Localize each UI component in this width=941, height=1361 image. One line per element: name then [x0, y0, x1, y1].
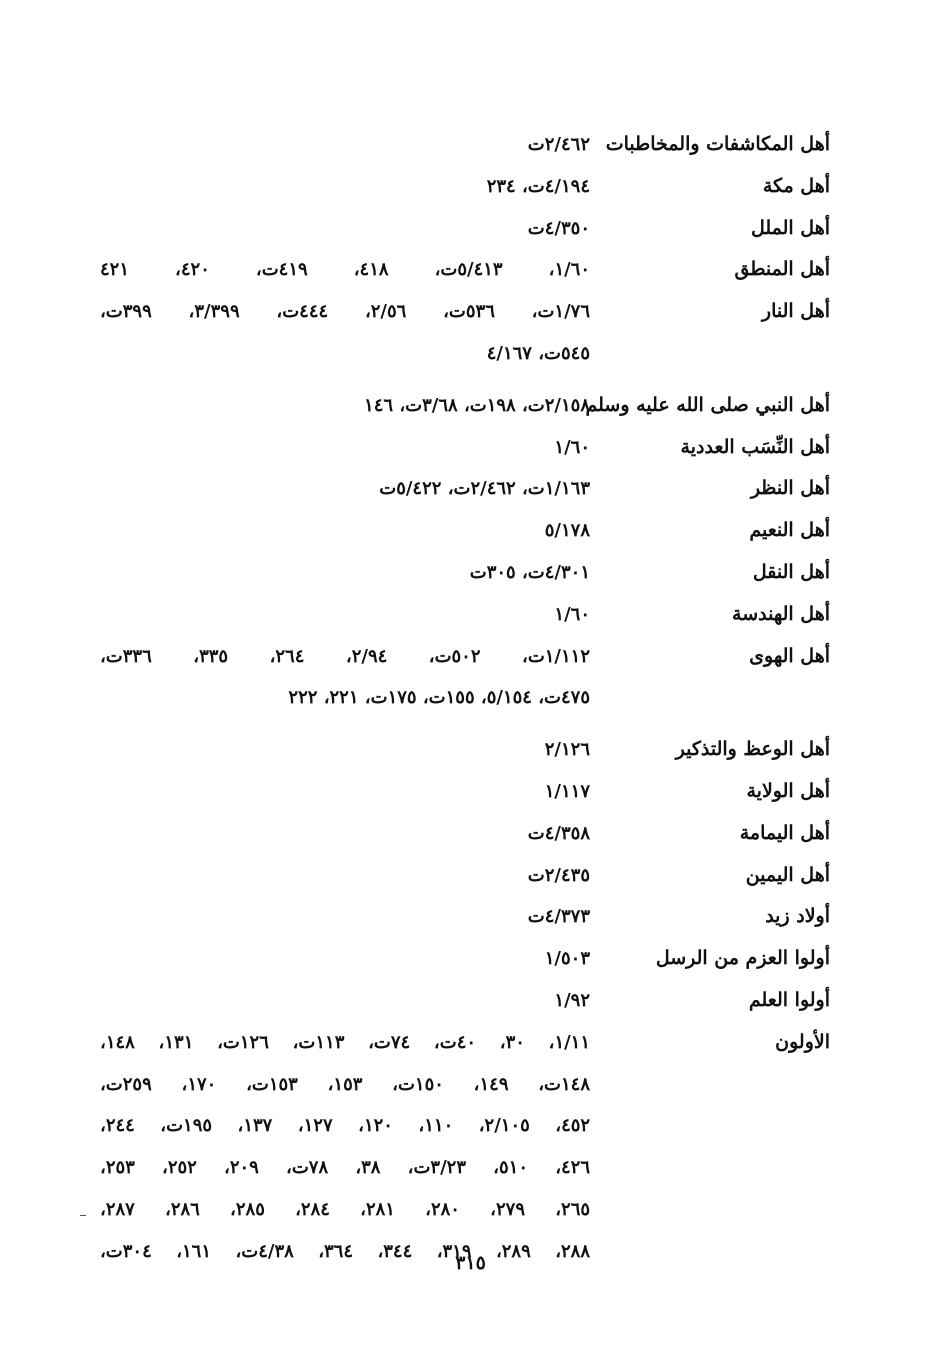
index-term: أهل النِّسَب العددية	[680, 435, 830, 458]
index-entry	[100, 552, 830, 594]
index-entry-continuation	[100, 1105, 830, 1147]
index-references: ٢/١٥٨ت، ١٩٨ت، ٣/٦٨ت، ١٤٦	[364, 394, 590, 416]
index-references: ١/١٦٣ت، ٢/٤٦٢ت، ٥/٤٢٢ت	[379, 478, 590, 500]
index-entry	[100, 385, 830, 427]
index-term: أهل النار	[761, 300, 830, 323]
index-term: أهل الوعظ والتذكير	[675, 738, 830, 761]
index-references: ١/٦٠، ٥/٤١٣ت، ٤١٨، ٤١٩ت، ٤٢٠، ٤٢١	[100, 259, 591, 281]
index-term: أهل الهوى	[749, 644, 830, 667]
index-references: ١٤٨ت، ١٤٩، ١٥٠ت، ١٥٣، ١٥٣ت، ١٧٠، ٢٥٩ت،	[100, 1073, 591, 1095]
index-references: ٤/٣٥٨ت	[527, 822, 590, 844]
index-term: أهل النظر	[750, 477, 830, 500]
index-term: أهل النقل	[752, 560, 830, 583]
index-references: ٢/١٢٦	[544, 739, 590, 761]
index-references: ١/٦٠	[554, 436, 590, 458]
index-references: ٤٥٢، ٢/١٠٥، ١١٠، ١٢٠، ١٢٧، ١٣٧، ١٩٥ت، ٢٤٤،	[100, 1115, 591, 1137]
scan-mark	[80, 1215, 86, 1216]
index-term: أولوا العزم من الرسل	[655, 947, 830, 970]
index-references: ١/٥٠٣	[544, 948, 590, 970]
index-term: أهل الملل	[750, 216, 830, 239]
index-entry	[100, 249, 830, 291]
index-references: ١/٩٢	[554, 989, 590, 1011]
index-entry	[100, 938, 830, 980]
index-references: ٢/٤٦٢ت	[527, 134, 590, 155]
index-entry-continuation	[100, 333, 830, 375]
index-references: ٤٧٥ت، ٥/١٥٤، ١٥٥ت، ١٧٥ت، ٢٢١، ٢٢٢	[288, 687, 590, 709]
index-entry	[100, 729, 830, 771]
index-entry	[100, 896, 830, 938]
index-references: ١/١١٢ت، ٥٠٢ت، ٢/٩٤، ٢٦٤، ٣٣٥، ٣٣٦ت،	[100, 645, 591, 667]
index-entry	[100, 855, 830, 897]
index-term: أهل النعيم	[749, 519, 830, 542]
index-references: ٤/١٩٤ت، ٢٣٤	[486, 175, 590, 197]
index-term: أهل المكاشفات والمخاطبات	[605, 133, 830, 155]
index-term: أهل مكة	[762, 174, 830, 197]
index-entry	[100, 813, 830, 855]
index-entry	[100, 291, 830, 333]
index-term: أهل النبي صلى الله عليه وسلم	[585, 393, 830, 416]
index-term: أولاد زيد	[765, 905, 830, 928]
index-entry	[100, 636, 830, 678]
index-entry	[100, 1022, 830, 1064]
index-term: أهل المنطق	[734, 258, 830, 281]
index-references: ٥/١٧٨	[544, 520, 590, 542]
index-references: ٤/٣٥٠ت	[527, 217, 590, 239]
index-entry-continuation	[100, 677, 830, 719]
index-references: ٤٢٦، ٥١٠، ٣/٢٣ت، ٣٨، ٧٨ت، ٢٠٩، ٢٥٢، ٢٥٣،	[100, 1157, 591, 1179]
index-entry-continuation	[100, 1189, 830, 1231]
index-entry	[100, 166, 830, 208]
index-references: ٢٦٥، ٢٧٩، ٢٨٠، ٢٨١، ٢٨٤، ٢٨٥، ٢٨٦، ٢٨٧،	[100, 1198, 591, 1220]
index-entry	[100, 124, 830, 166]
index-entry	[100, 594, 830, 636]
index-term: أهل اليمين	[745, 863, 830, 886]
index-term: الأولون	[775, 1030, 830, 1053]
index-references: ١/٧٦ت، ٥٣٦ت، ٢/٥٦، ٤٤٤ت، ٣/٣٩٩، ٣٩٩ت،	[100, 301, 590, 323]
index-term: أهل الهندسة	[732, 602, 830, 625]
index-entry	[100, 468, 830, 510]
index-references: ٢٨٨، ٢٨٩، ٣١٩، ٣٤٤، ٣٦٤، ٤/٣٨ت، ١٦١، ٣٠٤ت،	[100, 1240, 591, 1262]
index-entry	[100, 510, 830, 552]
index-references: ٢/٤٣٥ت	[527, 864, 590, 886]
index-references: ٤/٣٠١ت، ٣٠٥ت	[469, 561, 590, 583]
index-term: أهل اليمامة	[739, 821, 830, 844]
index-term: أولوا العلم	[748, 988, 830, 1011]
index-entry-continuation	[100, 1064, 830, 1106]
index-entry-continuation	[100, 1147, 830, 1189]
index-references: ٤/٣٧٣ت	[527, 906, 590, 928]
index-references: ١/١١٧	[544, 780, 590, 802]
index-references: ١/١١، ٣٠، ٤٠ت، ٧٤ت، ١١٣ت، ١٢٦ت، ١٣١، ١٤٨،	[100, 1031, 591, 1053]
index-entry	[100, 980, 830, 1022]
index-entries	[100, 124, 830, 1273]
index-term: أهل الولاية	[746, 779, 830, 802]
index-entry	[100, 771, 830, 813]
index-entry	[100, 427, 830, 469]
index-references: ١/٦٠	[554, 603, 590, 625]
index-references: ٥٤٥ت، ٤/١٦٧	[486, 342, 590, 364]
page-number: ٣١٥	[455, 1252, 486, 1274]
index-entry	[100, 208, 830, 250]
